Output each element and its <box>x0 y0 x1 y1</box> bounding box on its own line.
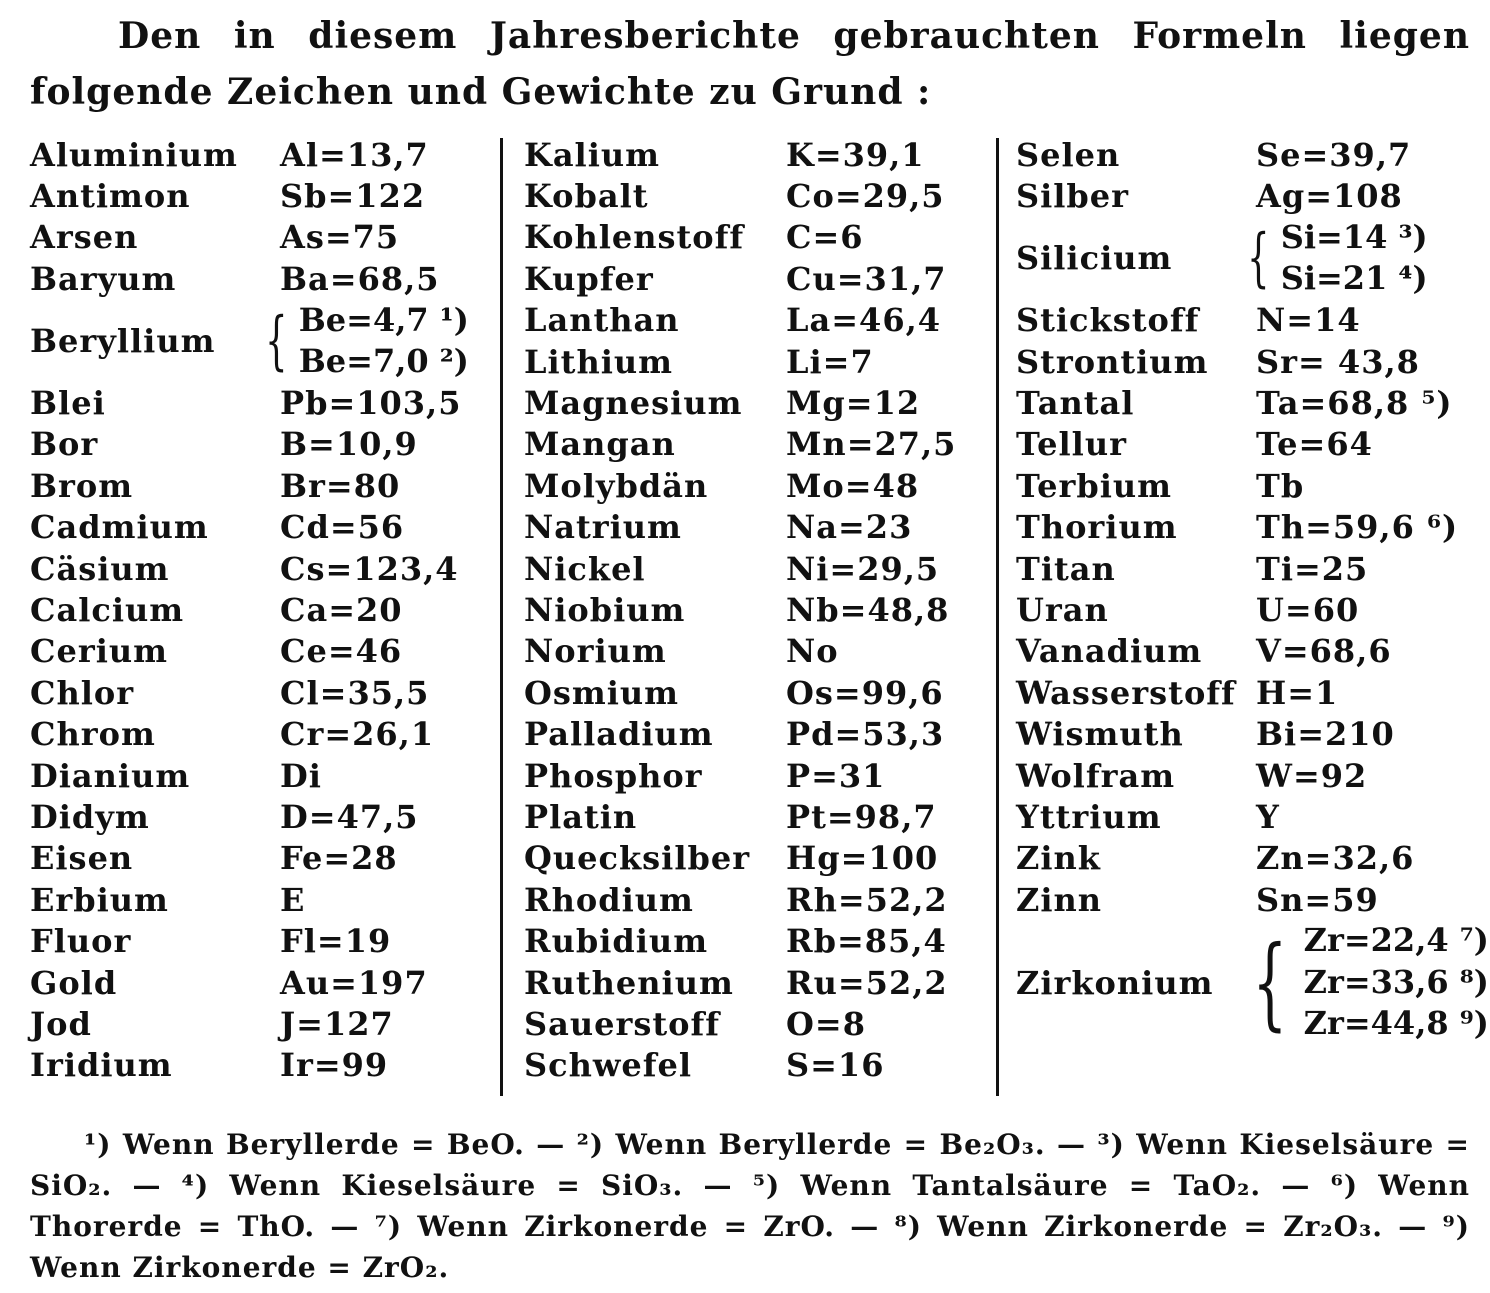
element-formula: C=6 <box>786 218 864 257</box>
element-name: Kupfer <box>524 259 654 298</box>
element-row <box>1016 755 1476 796</box>
element-name: Brom <box>30 466 134 505</box>
element-row <box>524 796 994 837</box>
element-name: Uran <box>1016 591 1109 629</box>
element-name: Nickel <box>524 549 646 588</box>
element-name: Jod <box>30 1004 92 1043</box>
element-column-3 <box>1016 134 1489 1045</box>
element-name: Wismuth <box>1016 715 1184 754</box>
element-row <box>524 755 994 796</box>
element-name: Phosphor <box>524 756 703 795</box>
element-row <box>1016 879 1476 920</box>
element-row <box>30 258 500 299</box>
element-row <box>30 838 500 879</box>
formula-group <box>1238 920 1489 1044</box>
element-formula: Ru=52,2 <box>786 963 948 1002</box>
element-name: Didym <box>30 797 150 836</box>
element-row <box>30 631 500 672</box>
element-formula: Cl=35,5 <box>280 673 430 712</box>
element-formula: Cr=26,1 <box>280 715 435 754</box>
element-row <box>524 134 994 175</box>
element-row <box>30 382 500 423</box>
element-formula: W=92 <box>1256 756 1368 795</box>
element-name: Chrom <box>30 715 156 754</box>
element-formula: P=31 <box>786 756 886 795</box>
element-formula: As=75 <box>280 218 400 257</box>
element-formula: Y <box>1256 797 1280 836</box>
element-formula: Ni=29,5 <box>786 549 940 588</box>
element-name: Bor <box>30 425 99 464</box>
column-divider <box>996 138 999 1096</box>
element-name: Sauerstoff <box>524 1004 720 1043</box>
element-name: Baryum <box>30 259 177 298</box>
element-formula: Be=4,7 ¹) <box>298 300 469 339</box>
element-row <box>524 672 994 713</box>
element-formula: Ca=20 <box>280 591 403 629</box>
element-row <box>1016 465 1476 506</box>
element-row <box>30 507 500 548</box>
element-name: Yttrium <box>1016 797 1162 836</box>
element-formula: Zr=22,4 ⁷) <box>1303 921 1489 960</box>
element-name: Gold <box>30 963 118 1002</box>
element-formula: Te=64 <box>1256 425 1373 464</box>
element-name: Wasserstoff <box>1016 673 1236 712</box>
element-formula: Di <box>280 756 322 795</box>
formula-group <box>256 300 469 383</box>
element-name: Chlor <box>30 673 135 712</box>
column-divider <box>500 138 503 1096</box>
element-name: Palladium <box>524 715 714 754</box>
element-row <box>1016 382 1476 423</box>
element-formula: Cs=123,4 <box>280 549 459 588</box>
element-name: Iridium <box>30 1046 173 1085</box>
element-row <box>1016 424 1476 465</box>
element-formula: O=8 <box>786 1004 866 1043</box>
element-row <box>524 217 994 258</box>
element-row <box>1016 920 1489 1044</box>
element-name: Lanthan <box>524 301 680 340</box>
element-row <box>30 1003 500 1044</box>
element-name: Cäsium <box>30 549 170 588</box>
element-formula: Bi=210 <box>1256 715 1395 754</box>
element-row <box>524 175 994 216</box>
element-formula: Tb <box>1256 466 1305 505</box>
element-name: Kobalt <box>524 177 649 216</box>
element-formula: Al=13,7 <box>280 135 429 174</box>
element-formula: Ir=99 <box>280 1046 389 1085</box>
element-name: Molybdän <box>524 466 709 505</box>
element-column-1 <box>30 134 500 1086</box>
element-row <box>30 713 500 754</box>
element-row <box>524 589 994 630</box>
element-row <box>30 920 500 961</box>
element-name: Natrium <box>524 508 682 547</box>
element-formula: Pd=53,3 <box>786 715 945 754</box>
element-name: Aluminium <box>30 135 238 174</box>
element-row <box>1016 796 1476 837</box>
element-formula: Sr= 43,8 <box>1256 342 1420 381</box>
element-name: Rubidium <box>524 922 709 961</box>
element-name: Osmium <box>524 673 680 712</box>
footnotes: ¹) Wenn Beryllerde = BeO. — ²) Wenn Beryllerde = Be₂O₃. — ³) Wenn Kieselsäure = SiO₂. — ⁴) Wenn Kieselsäure = SiO₃. — ⁵) Wenn Tantalsäure = TaO₂. — ⁶) Wenn Thorerde = ThO. — ⁷) Wenn Zirkonerde = ZrO. — ⁸) Wenn Zirkonerde = Zr₂O₃. — ⁹) Wenn Zirkonerde = ZrO₂. <box>30 1128 1470 1284</box>
element-row <box>30 962 500 1003</box>
element-row <box>1016 300 1476 341</box>
element-formula: Ta=68,8 ⁵) <box>1256 384 1453 423</box>
element-name: Norium <box>524 632 667 671</box>
element-formula: N=14 <box>1256 301 1361 340</box>
brace-glyph: { <box>265 303 288 378</box>
element-formula: Se=39,7 <box>1256 135 1412 174</box>
element-row <box>524 1003 994 1044</box>
element-formula: Mg=12 <box>786 384 921 423</box>
element-name: Kohlenstoff <box>524 218 745 257</box>
element-row <box>524 1045 994 1086</box>
element-formula: Ti=25 <box>1256 549 1369 588</box>
element-name: Platin <box>524 797 638 836</box>
element-formula: Li=7 <box>786 342 874 381</box>
element-row <box>1016 134 1476 175</box>
element-formula: E <box>280 880 306 919</box>
element-row <box>524 548 994 589</box>
element-row <box>524 962 994 1003</box>
element-name: Blei <box>30 384 106 423</box>
element-row <box>30 217 500 258</box>
element-name: Zirkonium <box>1016 963 1214 1002</box>
element-formula: Cd=56 <box>280 508 405 547</box>
element-name: Silicium <box>1016 239 1173 278</box>
intro-paragraph: Den in diesem Jahresberichte gebrauchten Formeln liegen folgende Zeichen und Gewichte zu Grund : <box>30 15 1470 113</box>
element-formula: Be=7,0 ²) <box>298 341 469 380</box>
element-name: Schwefel <box>524 1046 693 1085</box>
element-row <box>524 300 994 341</box>
element-formula: Rb=85,4 <box>786 922 947 961</box>
element-name: Niobium <box>524 590 686 629</box>
element-row <box>1016 341 1476 382</box>
element-name: Cadmium <box>30 508 209 547</box>
element-formula: Br=80 <box>280 466 401 505</box>
element-formula: Si=21 ⁴) <box>1280 259 1428 298</box>
element-formula: Au=197 <box>280 963 428 1002</box>
element-name: Eisen <box>30 839 134 878</box>
element-row <box>30 424 500 465</box>
element-row <box>1016 672 1476 713</box>
element-row <box>1016 838 1476 879</box>
element-row <box>524 631 994 672</box>
element-name: Lithium <box>524 342 673 381</box>
element-name: Antimon <box>30 177 191 216</box>
element-name: Cerium <box>30 632 168 671</box>
element-name: Silber <box>1016 177 1130 216</box>
element-formula: Mn=27,5 <box>786 425 957 464</box>
element-name: Calcium <box>30 591 185 629</box>
element-name: Strontium <box>1016 342 1209 381</box>
element-row <box>1016 589 1476 630</box>
element-formula: Ag=108 <box>1256 177 1403 216</box>
element-row <box>524 713 994 754</box>
element-name: Dianium <box>30 756 191 795</box>
element-row <box>1016 631 1476 672</box>
element-formula: S=16 <box>786 1046 885 1085</box>
element-formula: Nb=48,8 <box>786 590 950 629</box>
element-formula: Os=99,6 <box>786 673 944 712</box>
element-formula: Rh=52,2 <box>786 880 948 919</box>
element-name: Vanadium <box>1016 632 1203 671</box>
element-formula: U=60 <box>1256 591 1360 629</box>
element-formula: B=10,9 <box>280 425 418 464</box>
element-name: Arsen <box>30 218 139 257</box>
element-formula: Ba=68,5 <box>280 259 440 298</box>
element-row <box>30 465 500 506</box>
element-row <box>524 341 994 382</box>
element-formula: V=68,6 <box>1256 632 1392 671</box>
element-row <box>30 134 500 175</box>
element-row <box>30 175 500 216</box>
element-name: Titan <box>1016 549 1116 588</box>
element-name: Fluor <box>30 922 132 961</box>
element-name: Terbium <box>1016 466 1173 505</box>
element-row <box>1016 713 1476 754</box>
element-formula: Co=29,5 <box>786 177 945 216</box>
element-row <box>30 672 500 713</box>
element-name: Wolfram <box>1016 756 1176 795</box>
element-formula: Mo=48 <box>786 466 920 505</box>
element-name: Ruthenium <box>524 963 734 1002</box>
element-formula: K=39,1 <box>786 135 925 174</box>
formula-group <box>1238 217 1428 300</box>
element-row <box>524 424 994 465</box>
element-name: Selen <box>1016 135 1121 174</box>
element-formula: Pt=98,7 <box>786 797 937 836</box>
element-formula: Ce=46 <box>280 632 403 671</box>
element-name: Zinn <box>1016 880 1103 919</box>
element-name: Rhodium <box>524 880 694 919</box>
element-formula: D=47,5 <box>280 797 419 836</box>
brace-glyph: { <box>1252 923 1288 1041</box>
element-row <box>1016 175 1476 216</box>
element-row <box>524 465 994 506</box>
element-formula: Zr=44,8 ⁹) <box>1303 1004 1489 1043</box>
element-name: Mangan <box>524 425 676 464</box>
element-formula: Fl=19 <box>280 922 392 961</box>
element-formula: Hg=100 <box>786 839 939 878</box>
element-name: Erbium <box>30 880 169 919</box>
element-name: Kalium <box>524 135 660 174</box>
element-formula: Zn=32,6 <box>1256 839 1415 878</box>
element-formula: Na=23 <box>786 508 913 547</box>
element-row <box>524 507 994 548</box>
element-row <box>30 879 500 920</box>
element-formula: Sn=59 <box>1256 880 1379 919</box>
element-formula: Pb=103,5 <box>280 384 462 423</box>
element-name: Beryllium <box>30 321 216 360</box>
element-name: Magnesium <box>524 384 743 423</box>
element-formula: Si=14 ³) <box>1280 217 1428 256</box>
element-formula: Th=59,6 ⁶) <box>1256 508 1459 547</box>
element-formula: H=1 <box>1256 673 1339 712</box>
element-column-2 <box>524 134 994 1086</box>
element-row <box>524 258 994 299</box>
element-row <box>30 796 500 837</box>
element-name: Zink <box>1016 839 1101 878</box>
element-name: Tantal <box>1016 384 1135 423</box>
element-formula: Sb=122 <box>280 177 426 216</box>
element-row <box>1016 217 1476 300</box>
element-row <box>30 755 500 796</box>
element-name: Stickstoff <box>1016 301 1200 340</box>
element-name: Quecksilber <box>524 839 751 878</box>
element-formula: La=46,4 <box>786 301 941 340</box>
element-row <box>524 382 994 423</box>
element-row <box>30 548 500 589</box>
element-row <box>30 300 500 383</box>
element-row <box>1016 548 1476 589</box>
element-formula: J=127 <box>280 1004 394 1043</box>
element-row <box>30 1045 500 1086</box>
element-row <box>524 879 994 920</box>
element-name: Tellur <box>1016 425 1127 464</box>
element-formula: Zr=33,6 ⁸) <box>1303 962 1489 1001</box>
element-row <box>1016 507 1476 548</box>
element-row <box>524 838 994 879</box>
element-formula: Fe=28 <box>280 839 398 878</box>
element-row <box>524 920 994 961</box>
element-formula: Cu=31,7 <box>786 259 947 298</box>
element-formula: No <box>786 632 839 671</box>
brace-glyph: { <box>1247 221 1270 296</box>
element-name: Thorium <box>1016 508 1178 547</box>
element-row <box>30 589 500 630</box>
